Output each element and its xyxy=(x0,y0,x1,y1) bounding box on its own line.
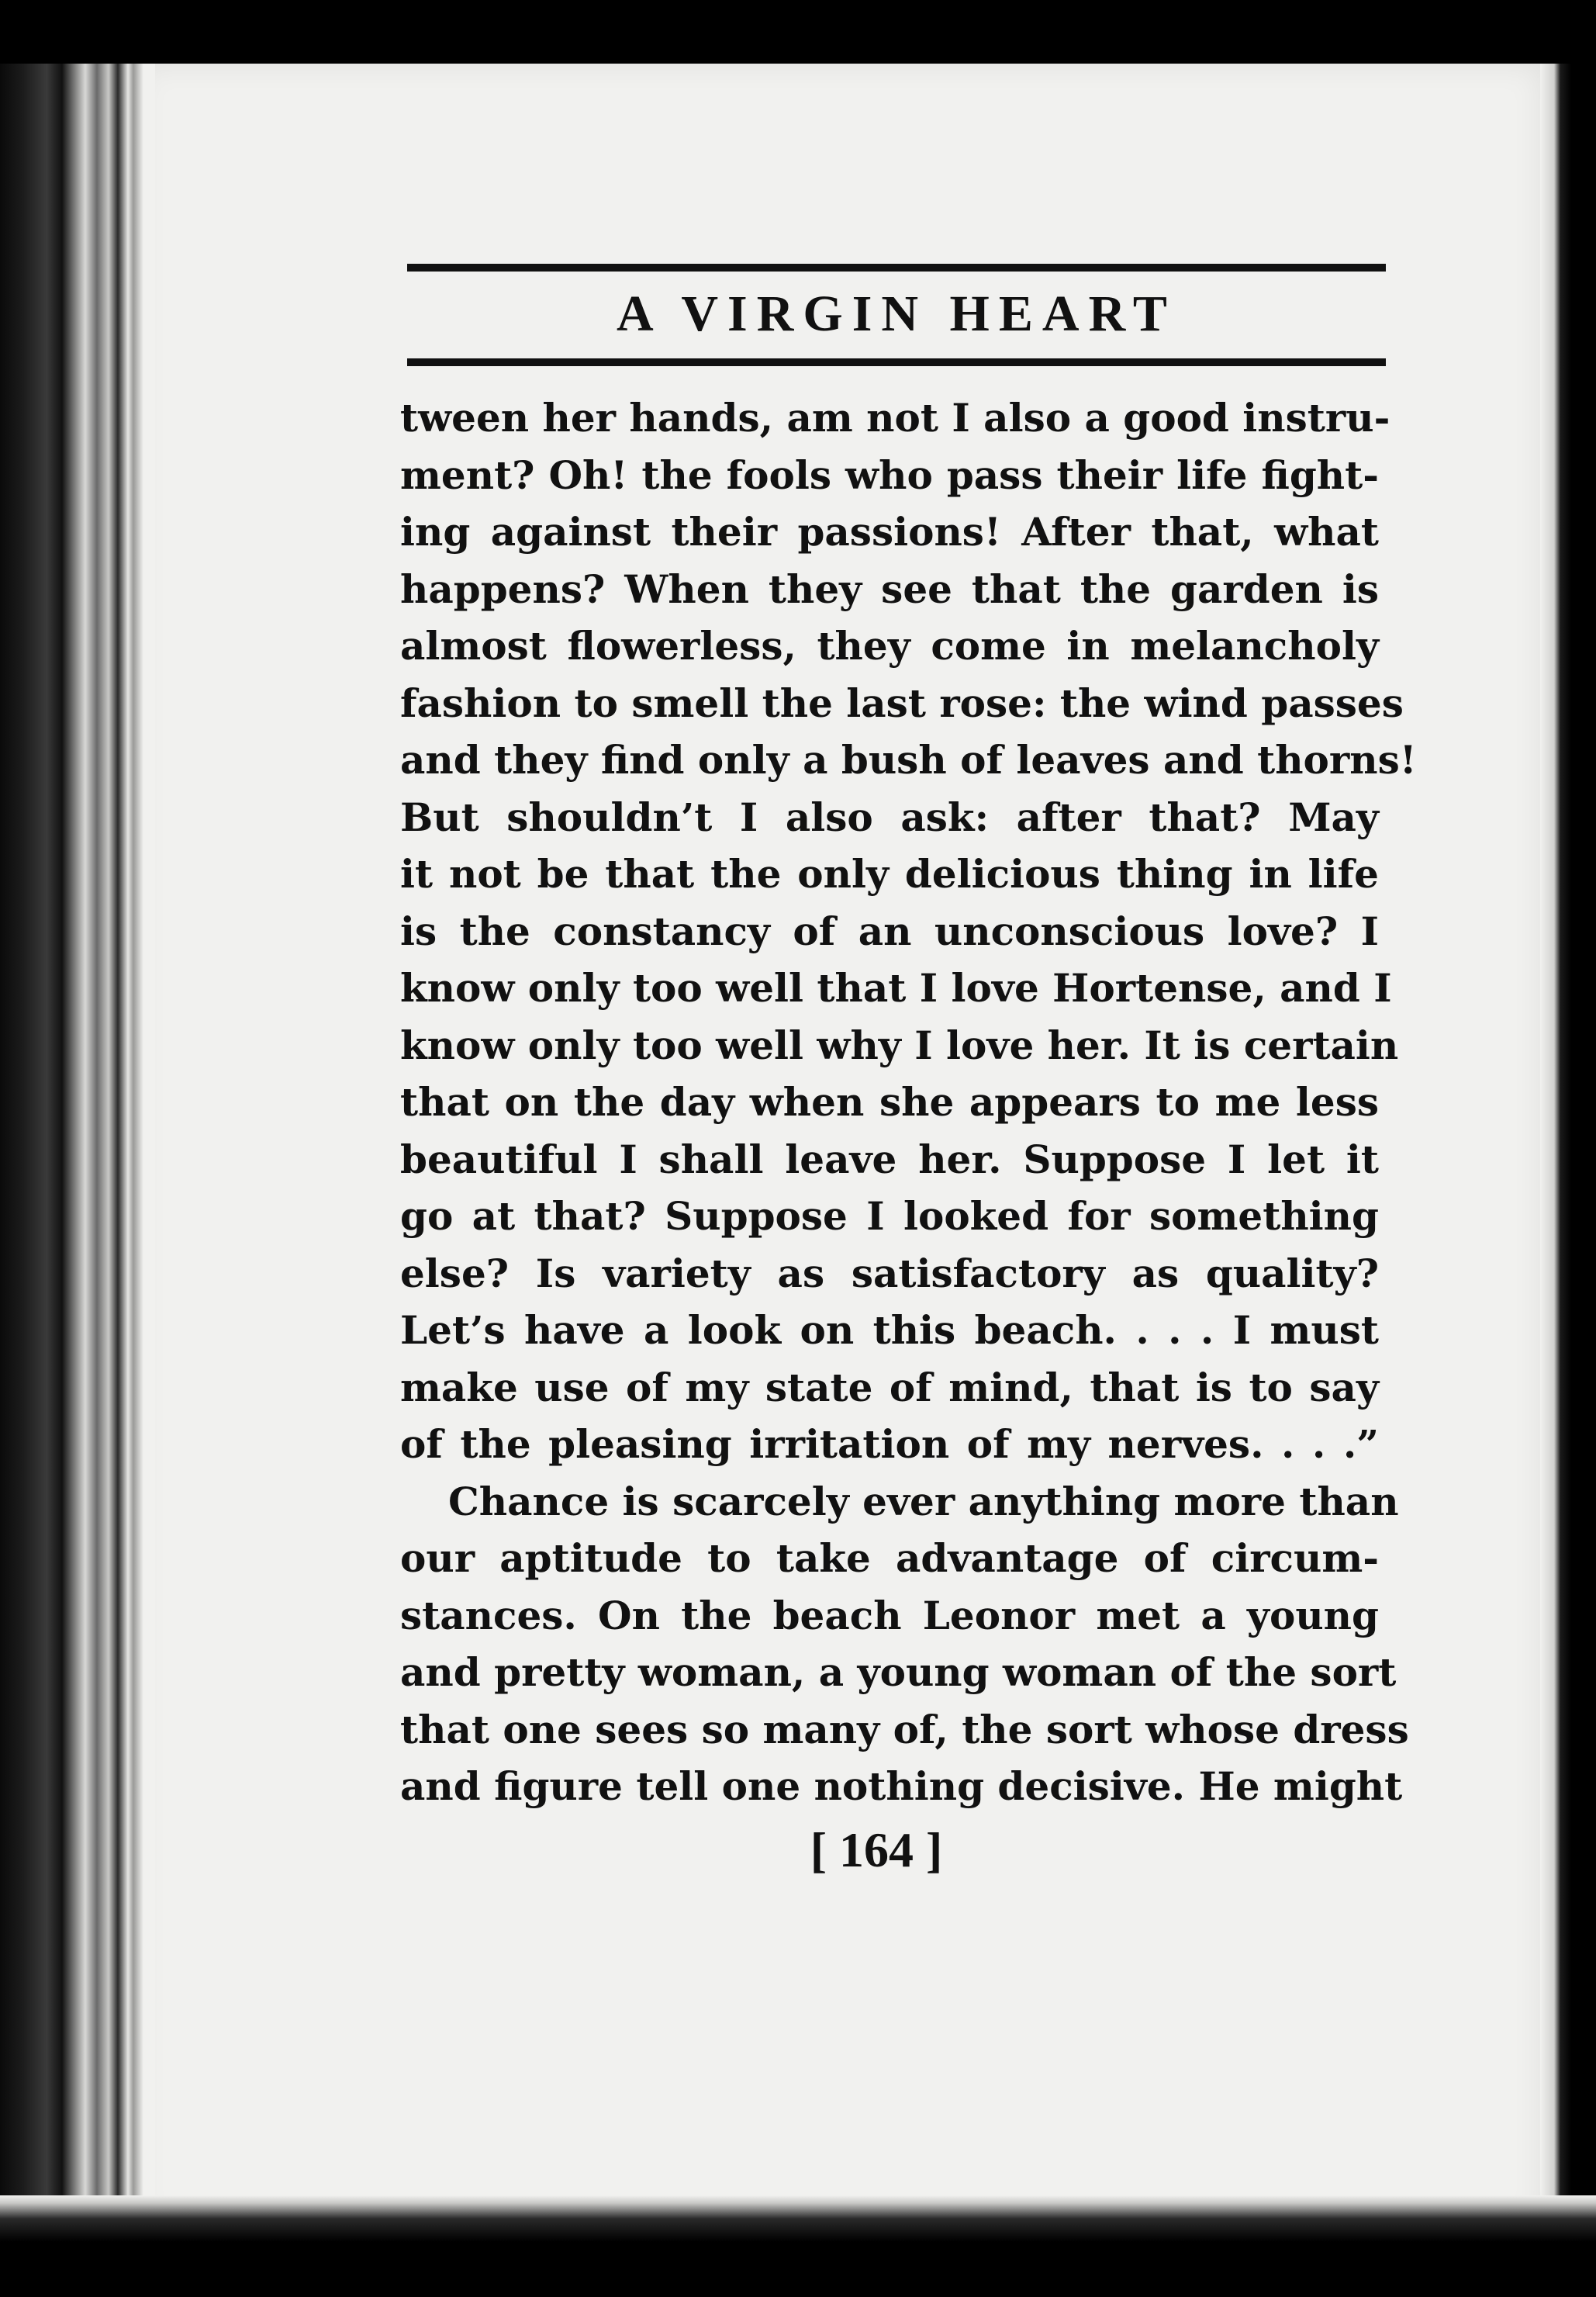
text-line: it not be that the only delicious thing in life xyxy=(400,851,1379,897)
text-line: ment? Oh! the fools who pass their life fight- xyxy=(400,451,1379,498)
text-line: and figure tell one nothing decisive. He might xyxy=(400,1763,1403,1809)
text-line: our aptitude to take advantage of circum- xyxy=(400,1535,1379,1581)
text-line: But shouldn’t I also ask: after that? May xyxy=(400,794,1379,840)
page-number: [ 164 ] xyxy=(810,1822,943,1877)
text-line: know only too well that I love Hortense, and I xyxy=(400,965,1392,1011)
text-line: happens? When they see that the garden is xyxy=(400,566,1379,612)
text-line: make use of my state of mind, that is to say xyxy=(400,1364,1379,1410)
text-line: and they find only a bush of leaves and thorns! xyxy=(400,737,1417,783)
text-line: fashion to smell the last rose: the wind passes xyxy=(400,680,1404,726)
running-head xyxy=(407,264,1386,366)
scan-left-edge xyxy=(0,64,155,2228)
text-line: beautiful I shall leave her. Suppose I let it xyxy=(400,1136,1379,1182)
text-line: tween her hands, am not I also a good instru- xyxy=(400,395,1390,441)
text-line: Let’s have a look on this beach. . . . I must xyxy=(400,1307,1379,1353)
text-line: else? Is variety as satisfactory as quality? xyxy=(400,1250,1379,1296)
text-line: that one sees so many of, the sort whose dress xyxy=(400,1706,1409,1752)
scan-right-edge xyxy=(1540,64,1596,2228)
text-line: almost flowerless, they come in melancholy xyxy=(400,623,1379,669)
paragraph-first-line: Chance is scarcely ever anything more than xyxy=(448,1478,1399,1524)
body-text xyxy=(400,389,1417,1815)
text-line: of the pleasing irritation of my nerves. . . .” xyxy=(400,1421,1379,1467)
text-line: that on the day when she appears to me less xyxy=(400,1079,1379,1125)
scan-bottom-edge xyxy=(0,2195,1596,2297)
running-head-title: A VIRGIN HEART xyxy=(617,285,1176,342)
text-line: stances. On the beach Leonor met a young xyxy=(400,1592,1379,1638)
text-line: and pretty woman, a young woman of the sort xyxy=(400,1649,1397,1695)
text-line: go at that? Suppose I looked for something xyxy=(400,1193,1379,1239)
text-line: know only too well why I love her. It is certain xyxy=(400,1022,1399,1068)
running-head-top-rule xyxy=(407,264,1386,272)
running-head-bottom-rule xyxy=(407,358,1386,366)
text-line: is the constancy of an unconscious love? I xyxy=(400,908,1379,954)
text-line: ing against their passions! After that, what xyxy=(400,509,1379,555)
